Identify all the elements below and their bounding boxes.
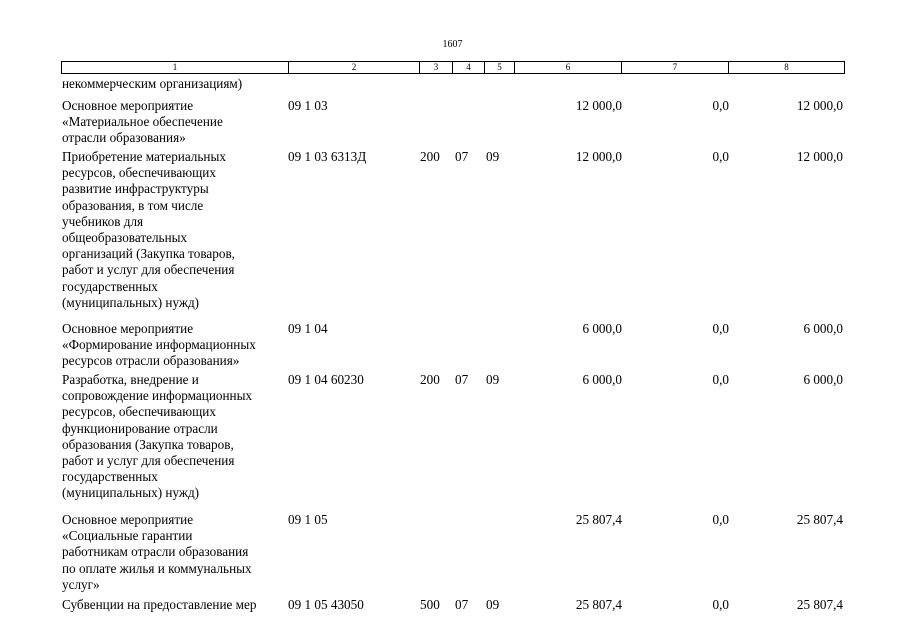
- row-name-line: образования, в том числе: [62, 197, 204, 213]
- row-name-line: Основное мероприятие: [62, 321, 194, 336]
- row-name-line: услуг»: [62, 576, 100, 592]
- row-value-col7: 0,0: [712, 149, 729, 164]
- row-code: 09 1 03 6313Д: [288, 149, 367, 164]
- row-value-col6: 25 807,4: [575, 512, 622, 527]
- row-name-line: учебников для: [62, 213, 144, 229]
- header-col-5: 5: [485, 62, 515, 73]
- row-name-line: «Социальные гарантии: [62, 528, 193, 544]
- header-col-6: 6: [515, 62, 622, 73]
- row-value-col7: 0,0: [712, 98, 729, 113]
- row-name-line: общеобразовательных: [62, 230, 188, 246]
- row-name-line: некоммерческим организациям): [62, 76, 243, 91]
- row-value-col7: 0,0: [712, 321, 729, 336]
- row-name-line: «Формирование информационных: [62, 337, 256, 353]
- row-section: 07: [455, 597, 469, 612]
- row-name-line: сопровождение информационных: [62, 388, 253, 404]
- row-name-line: по оплате жилья и коммунальных: [62, 560, 252, 576]
- row-section: 07: [455, 149, 469, 164]
- row-subsection: 09: [486, 597, 500, 612]
- row-code: 09 1 03: [288, 98, 328, 113]
- header-col-2: 2: [289, 62, 420, 73]
- row-code: 09 1 04: [288, 321, 328, 336]
- row-subsection: 09: [486, 149, 500, 164]
- row-name: [62, 98, 288, 147]
- row-name: [62, 512, 288, 593]
- row-value-col8: 25 807,4: [796, 512, 843, 527]
- header-col-7: 7: [622, 62, 729, 73]
- row-value-col6: 12 000,0: [575, 98, 622, 113]
- row-value-col7: 0,0: [712, 512, 729, 527]
- row-name-line: Субвенции на предоставление мер: [62, 597, 257, 612]
- row-name: [62, 372, 288, 502]
- row-name-line: отрасли образования»: [62, 130, 186, 146]
- row-value-col7: 0,0: [712, 597, 729, 612]
- row-value-col6: 6 000,0: [582, 321, 622, 336]
- row-value-col8: 12 000,0: [796, 98, 843, 113]
- row-value-col6: 6 000,0: [582, 372, 622, 387]
- row-code: 09 1 05: [288, 512, 328, 527]
- row-name-line: функционирование отрасли: [62, 420, 218, 436]
- row-name-line: «Материальное обеспечение: [62, 114, 223, 130]
- row-code: 09 1 05 43050: [288, 597, 364, 612]
- row-name-line: (муниципальных) нужд): [62, 485, 200, 501]
- row-section: 07: [455, 372, 469, 387]
- row-subsection: 09: [486, 372, 500, 387]
- row-value-col8: 6 000,0: [803, 372, 843, 387]
- row-name: [62, 76, 288, 92]
- row-code: 09 1 04 60230: [288, 372, 364, 387]
- row-value-col7: 0,0: [712, 372, 729, 387]
- row-expense-type: 200: [420, 372, 440, 387]
- row-name-line: государственных: [62, 278, 158, 294]
- row-value-col6: 12 000,0: [575, 149, 622, 164]
- row-expense-type: 500: [420, 597, 440, 612]
- header-col-3: 3: [420, 62, 453, 73]
- row-value-col8: 6 000,0: [803, 321, 843, 336]
- table-header: [61, 61, 845, 74]
- row-value-col8: 12 000,0: [796, 149, 843, 164]
- row-name-line: работникам отрасли образования: [62, 544, 249, 560]
- row-name-line: государственных: [62, 469, 158, 485]
- page-number: 1607: [442, 39, 463, 50]
- row-name-line: развитие инфраструктуры: [62, 181, 209, 197]
- row-value-col8: 25 807,4: [796, 597, 843, 612]
- row-name-line: Разработка, внедрение и: [62, 372, 199, 387]
- header-col-8: 8: [784, 62, 789, 72]
- header-col-1: 1: [62, 62, 289, 73]
- row-name: [62, 321, 288, 370]
- row-name-line: организаций (Закупка товаров,: [62, 246, 235, 262]
- row-name-line: ресурсов, обеспечивающих: [62, 165, 216, 181]
- header-col-4: 4: [453, 62, 485, 73]
- row-name-line: Основное мероприятие: [62, 512, 194, 527]
- row-name-line: работ и услуг для обеспечения: [62, 453, 235, 469]
- row-name: [62, 597, 288, 613]
- row-value-col6: 25 807,4: [575, 597, 622, 612]
- row-name-line: Основное мероприятие: [62, 98, 194, 113]
- row-name: [62, 149, 288, 311]
- row-expense-type: 200: [420, 149, 440, 164]
- row-name-line: работ и услуг для обеспечения: [62, 262, 235, 278]
- row-name-line: образования (Закупка товаров,: [62, 436, 234, 452]
- row-name-line: ресурсов, обеспечивающих: [62, 404, 216, 420]
- row-name-line: ресурсов отрасли образования»: [62, 353, 240, 369]
- row-name-line: (муниципальных) нужд): [62, 294, 200, 310]
- row-name-line: Приобретение материальных: [62, 149, 226, 164]
